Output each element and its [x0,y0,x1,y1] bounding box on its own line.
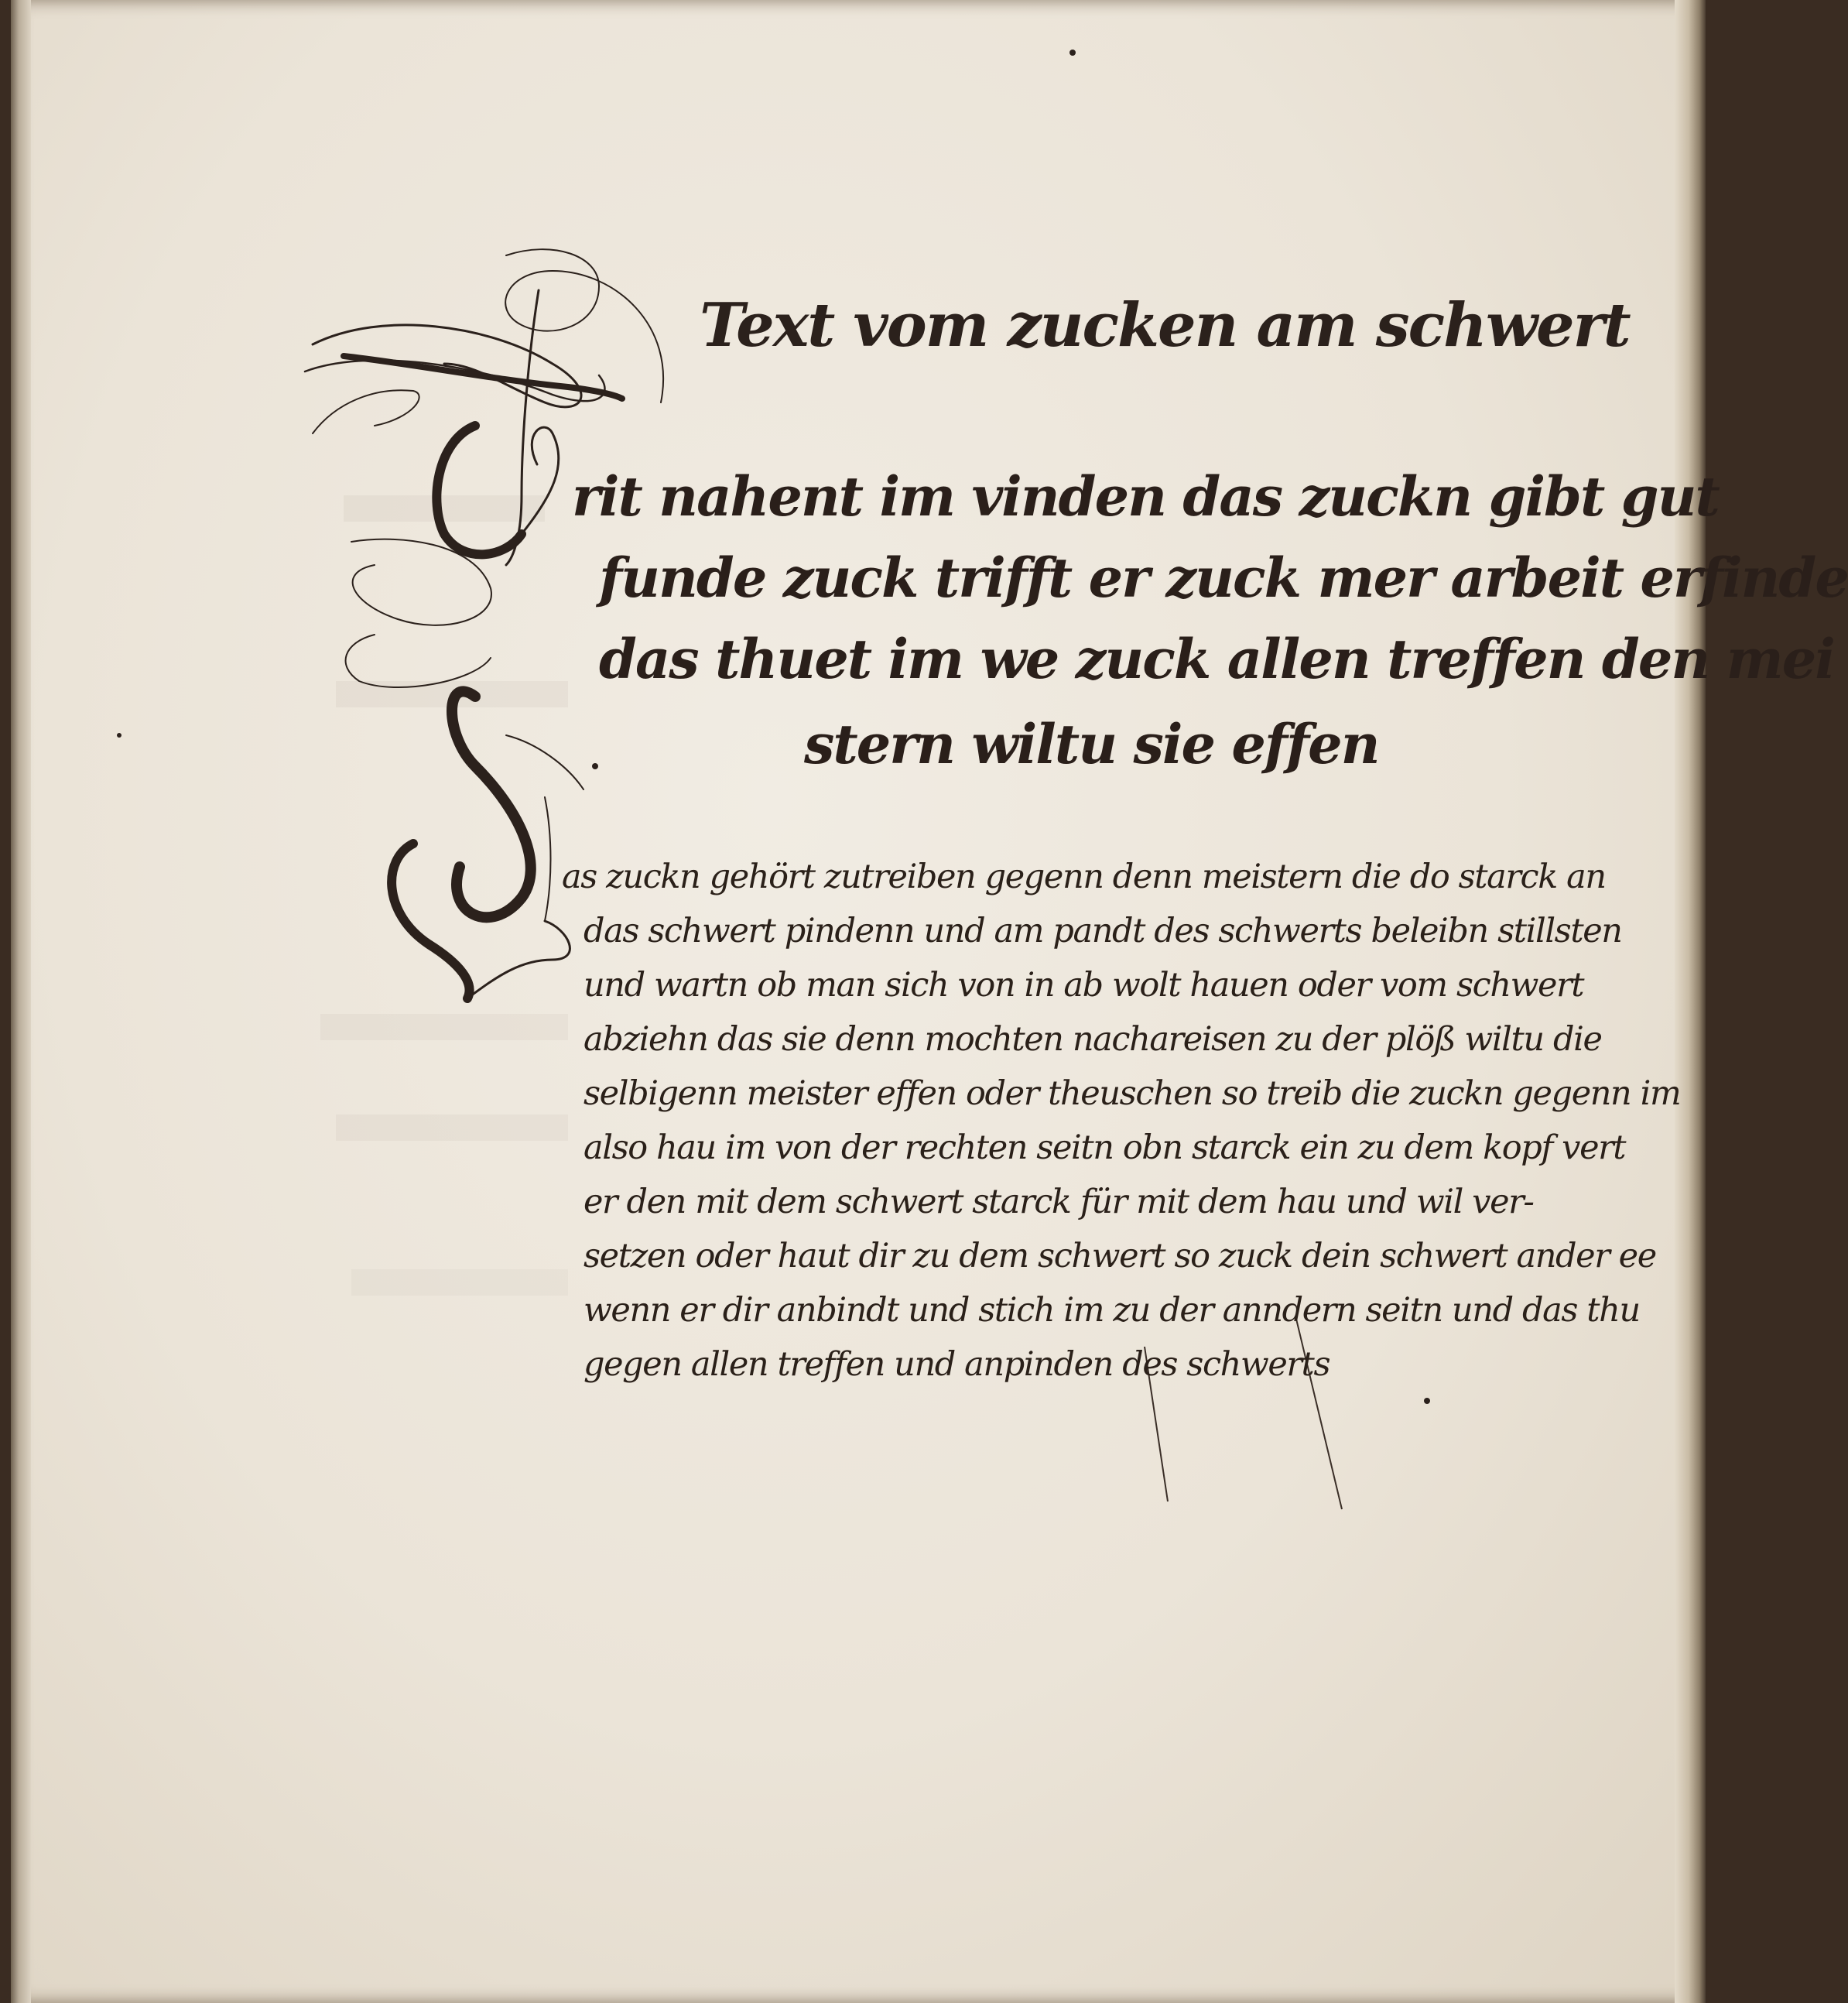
initial-d-hairline [506,735,583,789]
initial-t-stem [506,290,539,565]
verse-line: stern wiltu sie effen [804,712,1379,776]
prose-line: gegen allen treffen und anpinden des schwerts [583,1345,1330,1384]
verse-line: das thuet im we zuck allen treffen den mei [599,627,1834,691]
prose-line: selbigenn meister effen oder theuschen so treib die zuckn gegenn im [583,1074,1681,1113]
ink-dot [1069,50,1076,56]
initial-t-bowl [436,426,522,554]
verse-initial-letter [484,402,485,403]
prose-line: as zuckn gehört zutreiben gegenn denn meistern die do starck an [562,858,1606,896]
prose-line: das schwert pindenn und am pandt des schwerts beleibn stillsten [583,912,1622,950]
prose-line: abziehn das sie denn mochten nachareisen zu der plöß wiltu die [583,1020,1602,1059]
prose-line: setzen oder haut dir zu dem schwert so zuck dein schwert ander ee [583,1237,1656,1275]
section-heading: Text vom zucken am schwert [700,290,1630,361]
prose-line: wenn er dir anbindt und stich im zu der anndern seitn und das thu [583,1291,1640,1330]
prose-line: er den mit dem schwert starck für mit dem hau und wil ver- [583,1183,1534,1221]
initial-t-flourish [305,361,605,402]
initial-t-flourish [346,635,491,687]
manuscript-page [11,0,1848,2003]
verse-line: rit nahent im vinden das zuckn gibt gut [572,464,1719,529]
verse-line: funde zuck trifft er zuck mer arbeit erfinde [599,546,1848,610]
prose-line: und wartn ob man sich von in ab wolt hauen oder vom schwert [583,966,1584,1005]
prose-initial-letter [444,851,445,852]
ink-dot [592,763,598,769]
initial-d-hairline [545,797,551,921]
initial-t-bowl-hairline [522,427,559,534]
initial-d-bowl [452,691,531,917]
prose-line: also hau im von der rechten seitn obn starck ein zu dem kopf vert [583,1128,1626,1167]
initial-d-hairline [467,921,570,998]
initial-t-flourish [313,390,419,433]
ink-dot [117,733,121,738]
ink-dot [1424,1398,1430,1404]
